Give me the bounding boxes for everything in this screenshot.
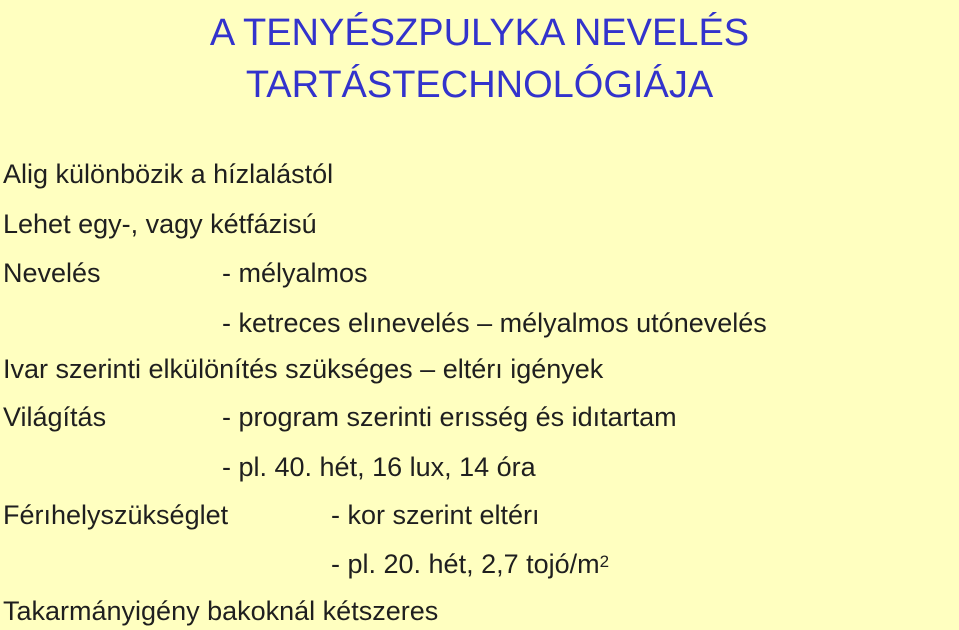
bullet-text: Takarmányigény bakoknál kétszeres <box>3 596 439 626</box>
bullet-line-9 <box>0 547 959 581</box>
row-label-ferohely: Férıhelyszükséglet <box>3 500 229 530</box>
bullet-line-4 <box>0 306 959 340</box>
row-label-neveles: Nevelés <box>3 258 101 288</box>
bullet-line-10 <box>3 594 438 628</box>
row-value-text: - pl. 20. hét, 2,7 tojó/m <box>331 549 600 579</box>
bullet-text: Ivar szerinti elkülönítés szükséges – eltérı igények <box>3 354 604 384</box>
slide-title-line-2: TARTÁSTECHNOLÓGIÁJA <box>245 64 714 106</box>
bullet-line-5 <box>3 352 603 386</box>
bullet-text: Lehet egy-, vagy kétfázisú <box>3 209 317 239</box>
bullet-line-6 <box>0 400 959 434</box>
bullet-line-8 <box>0 498 959 532</box>
row-value: - ketreces elınevelés – mélyalmos utónevelés <box>222 308 767 338</box>
superscript-2: 2 <box>599 552 610 571</box>
bullet-text: Alig különbözik a hízlalástól <box>3 159 334 189</box>
slide-title-line-1: A TENYÉSZPULYKA NEVELÉS <box>209 12 750 54</box>
row-value: - kor szerint eltérı <box>331 500 540 530</box>
row-label-vilagitas: Világítás <box>3 402 107 432</box>
bullet-line-1 <box>3 157 333 191</box>
row-value: - pl. 40. hét, 16 lux, 14 óra <box>222 452 536 482</box>
row-value: - mélyalmos <box>222 258 368 288</box>
row-value: - program szerinti erısség és idıtartam <box>222 402 677 432</box>
bullet-line-3 <box>0 256 959 290</box>
bullet-line-2 <box>3 207 317 241</box>
bullet-line-7 <box>0 450 959 484</box>
row-value <box>331 547 609 581</box>
